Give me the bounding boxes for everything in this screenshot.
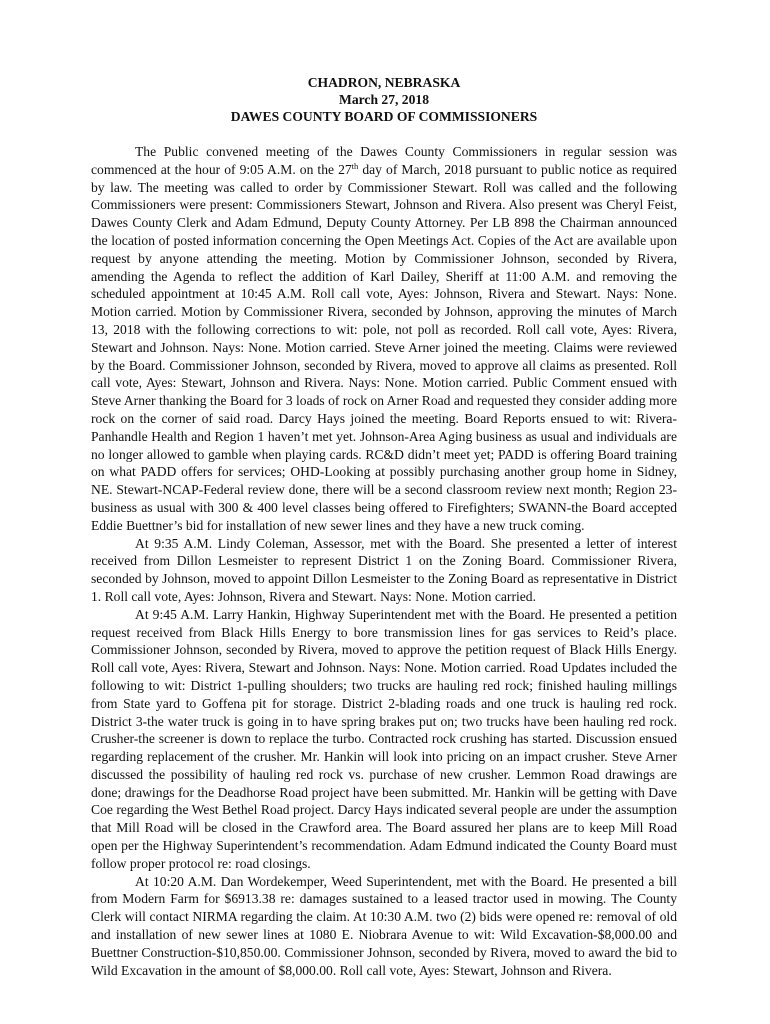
paragraph-opening-start: The Public convened meeting of the Dawes County Commissioners in regular session was commenced at the hour of 9:05 A.M. on the 27 — [91, 144, 677, 177]
document-page — [91, 74, 677, 979]
paragraph-opening-rest: day of March, 2018 pursuant to public notice as required by law. The meeting was called to order by Commissioner Stewart. Roll was called and the following Commissioners were present: Commissioners Stewart, Johnson and Rivera. Also present was Cheryl Feist, Dawes County Clerk and Adam Edmund, Deputy County Attorney. Per LB 898 the Chairman announced the location of posted information concerning the Open Meetings Act. Copies of the Act are available upon request by anyone attending the meeting. Motion by Commissioner Johnson, seconded by Rivera, amending the Agenda to reflect the addition of Karl Dailey, Sheriff at 11:00 A.M. and removing the scheduled appointment at 10:45 A.M. Roll call vote, Ayes: Johnson, Rivera and Stewart. Nays: None. Motion carried. Motion by Commissioner Rivera, seconded by Johnson, approving the minutes of March 13, 2018 with the following corrections to wit: pole, not poll as recorded. Roll call vote, Ayes: Rivera, Stewart and Johnson. Nays: None. Motion carried. Steve Arner joined the meeting. Claims were reviewed by the Board. Commissioner Johnson, seconded by Rivera, moved to approve all claims as presented. Roll call vote, Ayes: Stewart, Johnson and Rivera. Nays: None. Motion carried. Public Comment ensued with Steve Arner thanking the Board for 3 loads of rock on Arner Road and requested they consider adding more rock on the corner of said road. Darcy Hays joined the meeting. Board Reports ensued to wit: Rivera-Panhandle Health and Region 1 haven’t met yet. Johnson-Area Aging business as usual and individuals are no longer allowed to gamble when playing cards. RC&D didn’t meet yet; PADD is offering Board training on what PADD offers for services; OHD-Looking at possibly purchasing another group home in Sidney, NE. Stewart-NCAP-Federal review done, there will be a second classroom review next month; Region 23-business as usual with 300 & 400 level classes being offered to Firefighters; SWANN-the Board accepted Eddie Buettner’s bid for installation of new sewer lines and they have a new truck coming. — [91, 161, 677, 533]
document-body — [91, 143, 677, 979]
header-location: CHADRON, NEBRASKA — [307, 75, 461, 90]
paragraph-assessor: At 9:35 A.M. Lindy Coleman, Assessor, met with the Board. She presented a letter of interest received from Dillon Lesmeister to represent District 1 on the Zoning Board. Commissioner Rivera, seconded by Johnson, moved to appoint Dillon Lesmeister to the Zoning Board as representative in District 1. Roll call vote, Ayes: Johnson, Rivera and Stewart. Nays: None. Motion carried. — [91, 535, 677, 604]
paragraph-highway-superintendent: At 9:45 A.M. Larry Hankin, Highway Superintendent met with the Board. He presented a petition request received from Black Hills Energy to bore transmission lines for gas services to Reid’s place. Commissioner Johnson, seconded by Rivera, moved to approve the petition request of Black Hills Energy. Roll call vote, Ayes: Rivera, Stewart and Johnson. Nays: None. Motion carried. Road Updates included the following to wit: District 1-pulling shoulders; two trucks are hauling red rock; finished hauling millings from State yard to Goffena pit for storage. District 2-blading roads and one truck is hauling red rock. District 3-the water truck is going in to have spring brakes put on; two trucks have been hauling red rock. Crusher-the screener is down to replace the turbo. Contracted rock crushing has started. Discussion ensued regarding replacement of the crusher. Mr. Hankin will look into pricing on an impact crusher. Steve Arner discussed the possibility of hauling red rock vs. purchase of new crusher. Lemmon Road drawings are done; drawings for the Deadhorse Road project have been submitted. Mr. Hankin will be getting with Dave Coe regarding the West Bethel Road project. Darcy Hays indicated several people are under the assumption that Mill Road will be closed in the Crawford area. The Board assured her plans are to keep Mill Road open per the Highway Superintendent’s recommendation. Adam Edmund indicated the County Board must follow proper protocol re: road closings. — [91, 606, 677, 871]
header-board-name: DAWES COUNTY BOARD OF COMMISSIONERS — [230, 109, 538, 124]
paragraph-opening — [91, 143, 677, 535]
ordinal-superscript: th — [351, 160, 359, 171]
paragraph-weed-superintendent: At 10:20 A.M. Dan Wordekemper, Weed Superintendent, met with the Board. He presented a bill from Modern Farm for $6913.38 re: damages sustained to a leased tractor used in mowing. The County Clerk will contact NIRMA regarding the claim. At 10:30 A.M. two (2) bids were opened re: removal of old and installation of new sewer lines at 1080 E. Niobrara Avenue to wit: Wild Excavation-$8,000.00 and Buettner Construction-$10,850.00. Commissioner Johnson, seconded by Rivera, moved to award the bid to Wild Excavation in the amount of $8,000.00. Roll call vote, Ayes: Stewart, Johnson and Rivera. — [91, 873, 677, 978]
header-date: March 27, 2018 — [339, 92, 429, 107]
document-header — [91, 74, 677, 125]
